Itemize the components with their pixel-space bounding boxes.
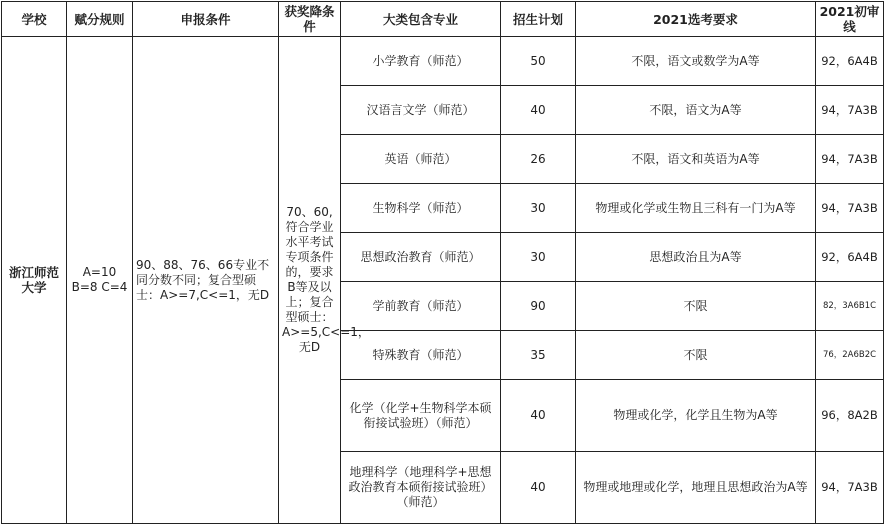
- award-conditions: 70、60,符合学业水平考试专项条件的，要求B等及以上；复合型硕士：A>=5,C<=1，无D: [279, 37, 341, 524]
- threshold-cell: 96，8A2B: [816, 380, 884, 452]
- threshold-cell: 82，3A6B1C: [816, 282, 884, 331]
- major-cell: 特殊教育（师范）: [341, 331, 501, 380]
- requirement-cell: 不限，语文或数学为A等: [576, 37, 816, 86]
- requirement-cell: 不限: [576, 331, 816, 380]
- header-row: [2, 2, 884, 37]
- threshold-cell: 94，7A3B: [816, 184, 884, 233]
- requirement-cell: 不限，语文为A等: [576, 86, 816, 135]
- major-cell: 小学教育（师范）: [341, 37, 501, 86]
- plan-cell: 40: [501, 452, 576, 524]
- plan-cell: 30: [501, 233, 576, 282]
- requirement-cell: 不限，语文和英语为A等: [576, 135, 816, 184]
- plan-cell: 50: [501, 37, 576, 86]
- requirement-cell: 思想政治且为A等: [576, 233, 816, 282]
- plan-cell: 30: [501, 184, 576, 233]
- table-row: [2, 37, 884, 86]
- threshold-cell: 92，6A4B: [816, 37, 884, 86]
- school-name: 浙江师范大学: [2, 37, 67, 524]
- major-cell: 生物科学（师范）: [341, 184, 501, 233]
- plan-cell: 26: [501, 135, 576, 184]
- threshold-cell: 94，7A3B: [816, 86, 884, 135]
- plan-cell: 35: [501, 331, 576, 380]
- requirement-cell: 不限: [576, 282, 816, 331]
- major-cell: 学前教育（师范）: [341, 282, 501, 331]
- threshold-cell: 92，6A4B: [816, 233, 884, 282]
- threshold-cell: 94，7A3B: [816, 452, 884, 524]
- major-cell: 英语（师范）: [341, 135, 501, 184]
- header-plan: 招生计划: [501, 2, 576, 37]
- threshold-cell: 94，7A3B: [816, 135, 884, 184]
- requirement-cell: 物理或化学或生物且三科有一门为A等: [576, 184, 816, 233]
- plan-cell: 90: [501, 282, 576, 331]
- major-cell: 化学（化学+生物科学本硕衔接试验班）（师范）: [341, 380, 501, 452]
- header-school: 学校: [2, 2, 67, 37]
- major-cell: 思想政治教育（师范）: [341, 233, 501, 282]
- admission-table: [1, 1, 884, 524]
- header-rule: 赋分规则: [67, 2, 133, 37]
- header-major: 大类包含专业: [341, 2, 501, 37]
- threshold-cell: 76，2A6B2C: [816, 331, 884, 380]
- major-cell: 汉语言文学（师范）: [341, 86, 501, 135]
- header-award: 获奖降条件: [279, 2, 341, 37]
- header-apply: 申报条件: [133, 2, 279, 37]
- plan-cell: 40: [501, 380, 576, 452]
- header-threshold: 2021初审线: [816, 2, 884, 37]
- requirement-cell: 物理或地理或化学，地理且思想政治为A等: [576, 452, 816, 524]
- requirement-cell: 物理或化学，化学且生物为A等: [576, 380, 816, 452]
- application-conditions: 90、88、76、66专业不同分数不同；复合型硕士：A>=7,C<=1，无D: [133, 37, 279, 524]
- plan-cell: 40: [501, 86, 576, 135]
- header-requirement: 2021选考要求: [576, 2, 816, 37]
- major-cell: 地理科学（地理科学+思想政治教育本硕衔接试验班）（师范）: [341, 452, 501, 524]
- scoring-rule: A=10 B=8 C=4: [67, 37, 133, 524]
